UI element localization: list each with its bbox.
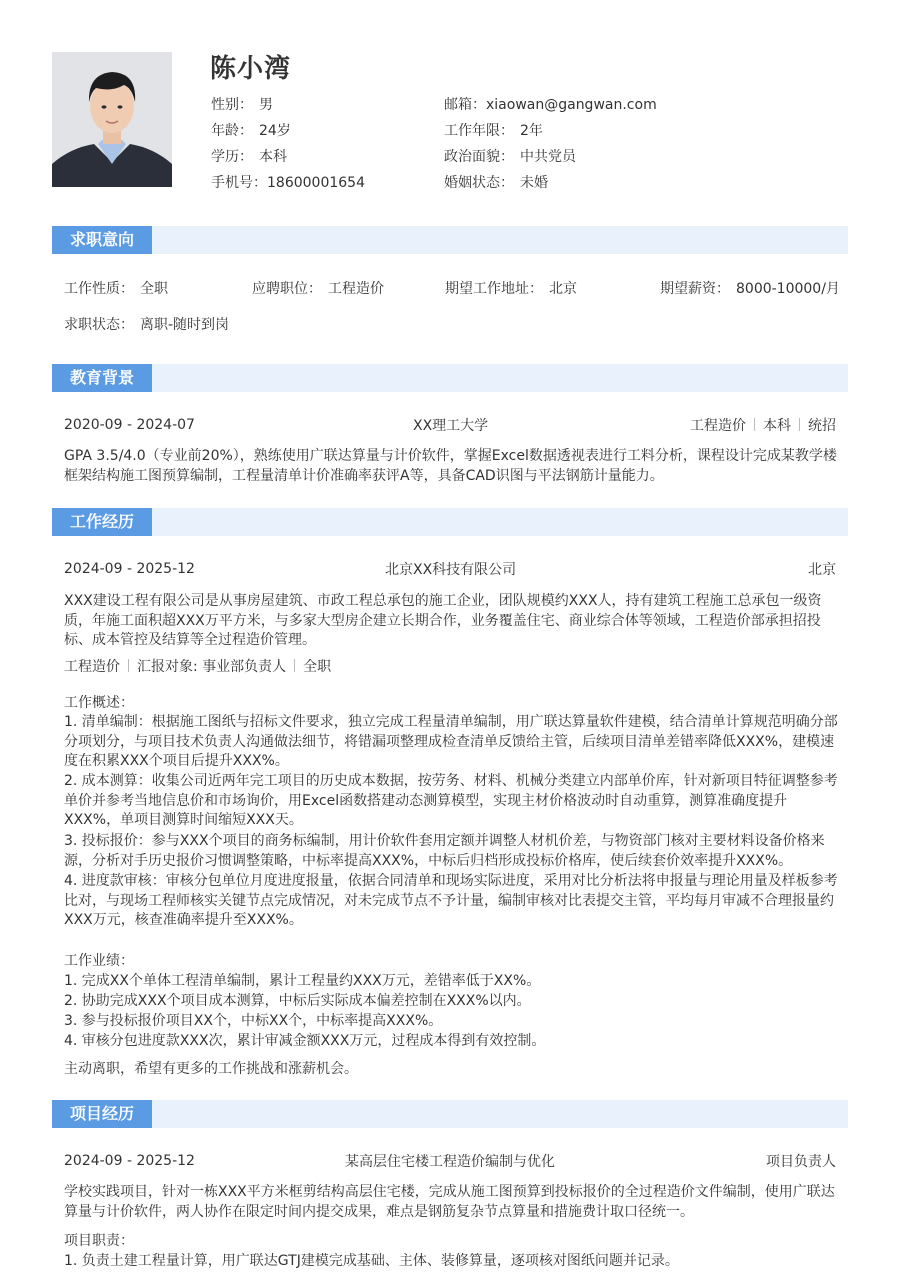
email-value: xiaowan@gangwan.com xyxy=(486,97,657,113)
phone-row xyxy=(211,172,365,192)
divider xyxy=(754,418,755,431)
avatar xyxy=(52,52,172,187)
work-result-item: 1. 完成XX个单体工程清单编制，累计工程量约XXX万元，差错率低于XX%。 xyxy=(64,973,541,989)
education-degree: 本科 xyxy=(763,418,791,434)
education-school: XX理工大学 xyxy=(413,418,489,434)
section-header-project xyxy=(52,1100,848,1128)
work-tags xyxy=(64,657,331,677)
divider xyxy=(128,659,129,672)
work-results-title: 工作业绩： xyxy=(64,953,134,969)
marital-value: 未婚 xyxy=(520,175,548,191)
education-major: 工程造价 xyxy=(690,418,746,434)
phone-value: 18600001654 xyxy=(267,175,365,191)
education-label: 学历： xyxy=(211,149,253,165)
gender-value: 男 xyxy=(259,97,273,113)
project-role: 项目负责人 xyxy=(766,1154,836,1170)
gender-row xyxy=(211,94,273,114)
politics-label: 政治面貌： xyxy=(444,149,514,165)
politics-row xyxy=(444,146,576,166)
intent-nature-value: 全职 xyxy=(140,281,168,297)
intent-salary xyxy=(660,279,840,299)
education-description: GPA 3.5/4.0（专业前20%），熟练使用广联达算量与计价软件，掌握Excel数据透视表进行工料分析，课程设计完成某教学楼框架结构施工图预算编制，工程量清单计价准确率获评A等，具备CAD识图与平法钢筋计量能力。 xyxy=(64,448,837,484)
project-duty-title: 项目职责： xyxy=(64,1233,134,1249)
divider xyxy=(294,659,295,672)
education-meta xyxy=(690,415,836,435)
work-overview-item: 1. 清单编制：根据施工图纸与招标文件要求，独立完成工程量清单编制，用广联达算量软件建模，结合清单计算规范明确分部分项划分，与项目技术负责人沟通做法细节，将错漏项整理成检查清单反馈给主管，后续项目清单差错率降低XXX%，建模速度在积累XXX个项目后提升XXX%。 xyxy=(64,714,838,769)
intent-position xyxy=(252,279,384,299)
work-overview-item: 3. 投标报价：参与XXX个项目的商务标编制，用计价软件套用定额并调整人材机价差，与物资部门核对主要材料设备价格来源，分析对手历史报价习惯调整策略，中标率提高XXX%，中标后归档形成投标价格库，使后续套价效率提升XXX%。 xyxy=(64,833,825,869)
age-label: 年龄： xyxy=(211,123,253,139)
work-overview-item: 2. 成本测算：收集公司近两年完工项目的历史成本数据，按劳务、材料、机械分类建立内部单价库，针对新项目特征调整参考单价并参考当地信息价和市场询价，用Excel函数搭建动态测算模型，实现主材价格波动时自动重算，测算准确度提升XXX%，单项目测算时间缩短XXX天。 xyxy=(64,773,838,828)
gender-label: 性别： xyxy=(211,97,253,113)
intent-nature-label: 工作性质： xyxy=(64,281,134,297)
work-tag-report: 汇报对象: 事业部负责人 xyxy=(137,659,287,675)
work-company-intro: XXX建设工程有限公司是从事房屋建筑、市政工程总承包的施工企业，团队规模约XXX人，持有建筑工程施工总承包一级资质，年施工面积超XXX万平方米，与多家大型房企建立长期合作，业务覆盖住宅、商业综合体等领域，工程造价部承担招投标、成本管控及结算等全过程造价管理。 xyxy=(64,593,822,648)
intent-location xyxy=(445,279,577,299)
project-name: 某高层住宅楼工程造价编制与优化 xyxy=(345,1154,555,1170)
intent-status xyxy=(64,315,229,335)
work-tag-type: 全职 xyxy=(303,659,332,675)
project-description: 学校实践项目，针对一栋XXX平方米框剪结构高层住宅楼，完成从施工图预算到投标报价的全过程造价文件编制，使用广联达算量与计价软件，两人协作在限定时间内提交成果，难点是钢筋复杂节点算量和措施费计取口径统一。 xyxy=(64,1184,835,1220)
intent-status-value: 离职-随时到岗 xyxy=(140,317,230,333)
intent-position-value: 工程造价 xyxy=(328,281,384,297)
marital-label: 婚姻状态： xyxy=(444,175,514,191)
email-label: 邮箱： xyxy=(444,97,486,113)
work-overview-item: 4. 进度款审核：审核分包单位月度进度报量，依据合同清单和现场实际进度，采用对比分析法将申报量与理论用量及样板参考比对，与现场工程师核实关键节点完成情况，对未完成节点不予计量，编制审核对比表提交主管，平均每月审减不合理报量约XXX万元，核查准确率提升至XXX%。 xyxy=(64,873,838,928)
years-row xyxy=(444,120,543,140)
intent-salary-value: 8000-10000/月 xyxy=(736,281,840,297)
age-value: 24岁 xyxy=(259,123,291,139)
section-title-education: 教育背景 xyxy=(52,364,152,392)
candidate-name: 陈小湾 xyxy=(210,54,292,84)
education-value: 本科 xyxy=(259,149,287,165)
intent-position-label: 应聘职位： xyxy=(252,281,322,297)
intent-location-label: 期望工作地址： xyxy=(445,281,543,297)
marital-row xyxy=(444,172,548,192)
work-date: 2024-09 - 2025-12 xyxy=(64,561,195,577)
intent-location-value: 北京 xyxy=(549,281,577,297)
section-title-project: 项目经历 xyxy=(52,1100,152,1128)
section-title-intent: 求职意向 xyxy=(52,226,152,254)
education-type: 统招 xyxy=(808,418,836,434)
section-title-work: 工作经历 xyxy=(52,508,152,536)
work-result-item: 4. 审核分包进度款XXX次，累计审减金额XXX万元，过程成本得到有效控制。 xyxy=(64,1033,546,1049)
years-value: 2年 xyxy=(520,123,543,139)
phone-label: 手机号： xyxy=(211,175,267,191)
work-company: 北京XX科技有限公司 xyxy=(385,562,517,578)
project-duty-item: 1. 负责土建工程量计算，用广联达GTJ建模完成基础、主体、装修算量，逐项核对图纸问题并记录。 xyxy=(64,1253,679,1269)
project-date: 2024-09 - 2025-12 xyxy=(64,1153,195,1169)
intent-salary-label: 期望薪资： xyxy=(660,281,730,297)
person-photo-icon xyxy=(52,52,172,187)
work-leave-reason: 主动离职，希望有更多的工作挑战和涨薪机会。 xyxy=(64,1061,358,1077)
work-result-item: 2. 协助完成XXX个项目成本测算，中标后实际成本偏差控制在XXX%以内。 xyxy=(64,993,531,1009)
section-header-work xyxy=(52,508,848,536)
section-header-intent xyxy=(52,226,848,254)
email-row xyxy=(444,94,657,114)
work-city: 北京 xyxy=(808,562,836,578)
years-label: 工作年限： xyxy=(444,123,514,139)
education-row xyxy=(211,146,287,166)
intent-status-label: 求职状态： xyxy=(64,317,134,333)
divider xyxy=(799,418,800,431)
intent-nature xyxy=(64,279,168,299)
education-date: 2020-09 - 2024-07 xyxy=(64,417,195,433)
section-header-education xyxy=(52,364,848,392)
politics-value: 中共党员 xyxy=(520,149,576,165)
age-row xyxy=(211,120,291,140)
work-result-item: 3. 参与投标报价项目XX个，中标XX个，中标率提高XXX%。 xyxy=(64,1013,443,1029)
work-overview-title: 工作概述： xyxy=(64,695,134,711)
work-tag-role: 工程造价 xyxy=(64,659,120,675)
